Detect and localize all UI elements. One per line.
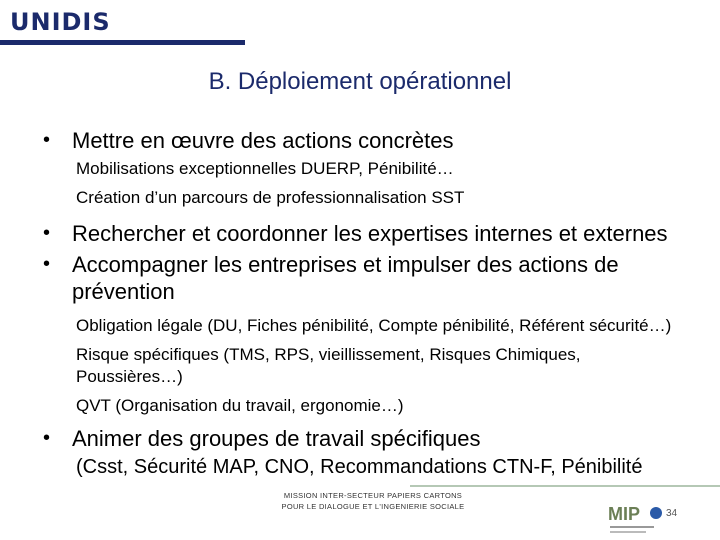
footer-organization bbox=[258, 490, 488, 512]
bullet-text: Animer des groupes de travail spécifiques bbox=[72, 426, 481, 451]
page-number: 34 bbox=[666, 508, 678, 519]
mip-logo-line bbox=[610, 526, 654, 528]
bullet-dot: • bbox=[43, 427, 51, 449]
bullet-dot: • bbox=[43, 129, 51, 151]
slide-title: B. Déploiement opérationnel bbox=[208, 68, 512, 95]
bullet-item bbox=[0, 220, 720, 247]
footer-rule bbox=[410, 485, 720, 487]
bullet-text: Mettre en œuvre des actions concrètes bbox=[72, 128, 454, 153]
bullet-text: Accompagner les entreprises et impulser des actions de prévention bbox=[72, 252, 619, 304]
bullet-item bbox=[0, 251, 720, 305]
unidis-logo: UNIDIS bbox=[10, 8, 111, 36]
bullet-text: Rechercher et coordonner les expertises internes et externes bbox=[72, 221, 668, 246]
mip-logo-dot bbox=[650, 507, 662, 519]
bullet-item bbox=[0, 127, 720, 154]
sub-item: Risque spécifiques (TMS, RPS, vieillissement, Risques Chimiques, Poussières…) bbox=[76, 345, 581, 386]
sub-item: Mobilisations exceptionnelles DUERP, Pénibilité… bbox=[76, 159, 454, 178]
bullet-item bbox=[0, 425, 720, 452]
header-rule bbox=[0, 40, 245, 45]
footer-line-1: MISSION INTER-SECTEUR PAPIERS CARTONS bbox=[283, 491, 463, 500]
slide-body bbox=[0, 127, 720, 485]
footer-line-2: POUR LE DIALOGUE ET L'INGENIERIE SOCIALE bbox=[281, 502, 465, 511]
mip-logo-text: MIP bbox=[608, 504, 641, 524]
mip-logo-line bbox=[610, 531, 646, 533]
sub-item: QVT (Organisation du travail, ergonomie…) bbox=[76, 396, 404, 415]
bullet-dot: • bbox=[43, 253, 51, 275]
mip-logo bbox=[606, 500, 664, 540]
sub-item: (Csst, Sécurité MAP, CNO, Recommandations CTN-F, Pénibilité bbox=[76, 456, 643, 478]
sub-item: Création d’un parcours de professionnalisation SST bbox=[76, 188, 465, 207]
sub-item: Obligation légale (DU, Fiches pénibilité, Compte pénibilité, Référent sécurité…) bbox=[76, 316, 672, 335]
bullet-dot: • bbox=[43, 222, 51, 244]
